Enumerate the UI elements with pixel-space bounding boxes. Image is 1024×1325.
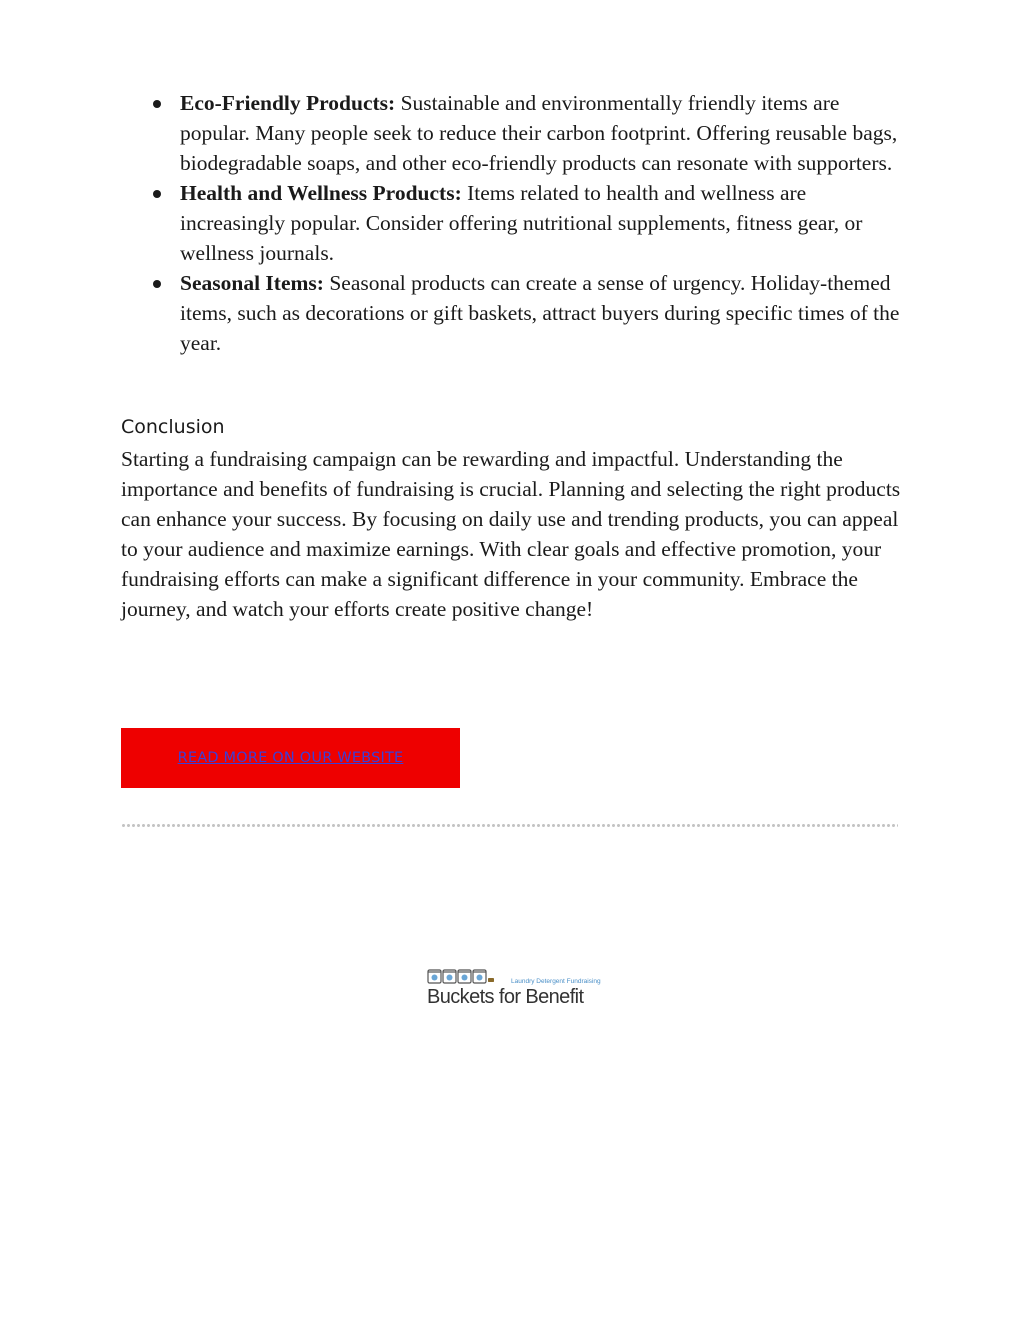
document-content [121,88,906,624]
list-item-title: Health and Wellness Products: [180,181,462,205]
logo-tagline: Laundry Detergent Fundraising [511,978,601,985]
detergent-buckets-icon [427,967,511,985]
conclusion-heading: Conclusion [121,416,225,438]
read-more-button[interactable] [121,728,460,788]
list-item-text: Seasonal products can create a sense of urgency. Holiday-themed items, such as decorations or gift baskets, attract buyers during specific times of the year. [180,271,900,355]
list-item-title: Seasonal Items: [180,271,324,295]
bullet-icon [153,190,161,198]
read-more-link[interactable]: READ MORE ON OUR WEBSITE [177,750,404,766]
list-item [121,268,906,358]
list-item-text: Items related to health and wellness are increasingly popular. Consider offering nutritional supplements, fitness gear, or wellness journals. [180,181,863,265]
bullet-icon [153,280,161,288]
bullet-icon [153,100,161,108]
buckets-for-benefit-logo [427,967,601,1011]
dotted-divider [121,823,898,828]
list-item-text: Sustainable and environmentally friendly items are popular. Many people seek to reduce their carbon footprint. Offering reusable bags, biodegradable soaps, and other eco-friendly products can resonate with supporters. [180,91,898,175]
list-item-title: Eco-Friendly Products: [180,91,396,115]
list-item [121,178,906,268]
list-item [121,88,906,178]
product-list [121,88,906,358]
logo-wordmark: Buckets for Benefit [427,986,584,1008]
conclusion-paragraph: Starting a fundraising campaign can be rewarding and impactful. Understanding the importance and benefits of fundraising is crucial. Planning and selecting the right products can enhance your success. By focusing on daily use and trending products, you can appeal to your audience and maximize earnings. With clear goals and effective promotion, your fundraising efforts can make a significant difference in your community. Embrace the journey, and watch your efforts create positive change! [121,447,901,621]
